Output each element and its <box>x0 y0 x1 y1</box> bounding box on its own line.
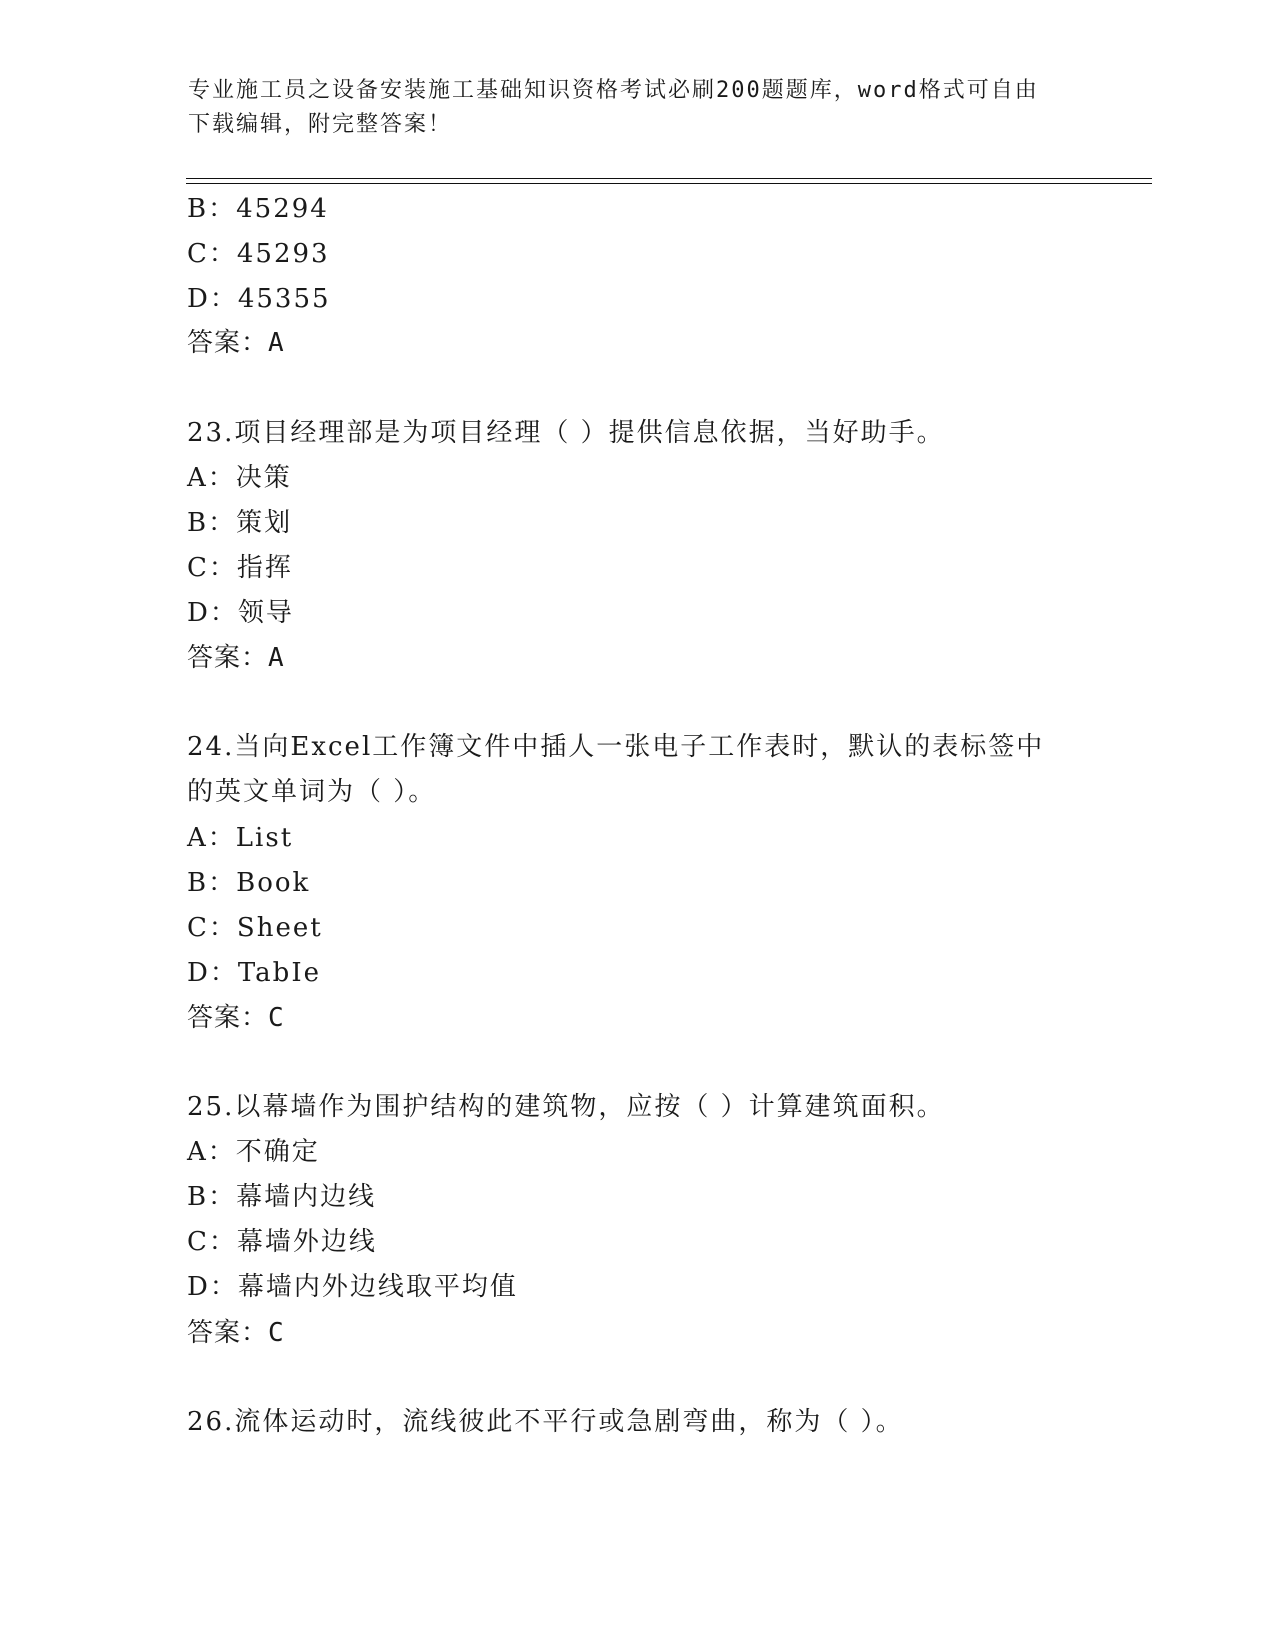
q23-option-a: A：决策 <box>187 463 292 493</box>
document-header <box>188 74 1088 142</box>
q25-option-b: B：幕墙内边线 <box>187 1182 377 1212</box>
q24-option-c: C：Sheet <box>187 913 323 943</box>
q24-option-b: B：Book <box>187 868 311 898</box>
answer-value: A <box>268 328 285 358</box>
answer-label: 答案： <box>187 1003 269 1033</box>
answer-value: C <box>268 1318 285 1348</box>
q23-stem: 23.项目经理部是为项目经理（ ）提供信息依据，当好助手。 <box>187 418 945 448</box>
q23-option-d: D：领导 <box>187 598 294 628</box>
q23-option-b: B：策划 <box>187 508 293 538</box>
q24-stem-line-2: 的英文单词为（ ）。 <box>187 777 437 807</box>
q22-option-c: C：45293 <box>187 239 330 269</box>
q24-answer <box>187 1001 285 1035</box>
q22-option-b: B：45294 <box>187 194 329 224</box>
answer-label: 答案： <box>187 1318 269 1348</box>
q24-stem-line-1: 24.当向Excel工作簿文件中插人一张电子工作表时，默认的表标签中 <box>187 732 1045 762</box>
q26-stem: 26.流体运动时，流线彼此不平行或急剧弯曲，称为（ ）。 <box>187 1407 904 1437</box>
q24-option-d: D：TabIe <box>187 958 321 988</box>
header-title-line-1: 专业施工员之设备安装施工基础知识资格考试必刷200题题库，word格式可自由 <box>188 78 1039 103</box>
q22-option-d: D：45355 <box>187 284 331 314</box>
q25-option-d: D：幕墙内外边线取平均值 <box>187 1272 518 1302</box>
q22-answer <box>187 326 285 360</box>
header-title-line-2: 下载编辑，附完整答案！ <box>188 112 453 137</box>
header-divider-top <box>186 178 1152 179</box>
q24-option-a: A：List <box>187 823 294 853</box>
answer-value: C <box>268 1003 285 1033</box>
answer-label: 答案： <box>187 328 269 358</box>
q25-option-a: A：不确定 <box>187 1137 320 1167</box>
header-divider-bottom <box>186 183 1152 184</box>
answer-value: A <box>268 643 285 673</box>
q25-stem: 25.以幕墙作为围护结构的建筑物，应按（ ）计算建筑面积。 <box>187 1092 945 1122</box>
q23-option-c: C：指挥 <box>187 553 293 583</box>
q23-answer <box>187 641 285 675</box>
q25-option-c: C：幕墙外边线 <box>187 1227 377 1257</box>
answer-label: 答案： <box>187 643 269 673</box>
q25-answer <box>187 1316 285 1350</box>
